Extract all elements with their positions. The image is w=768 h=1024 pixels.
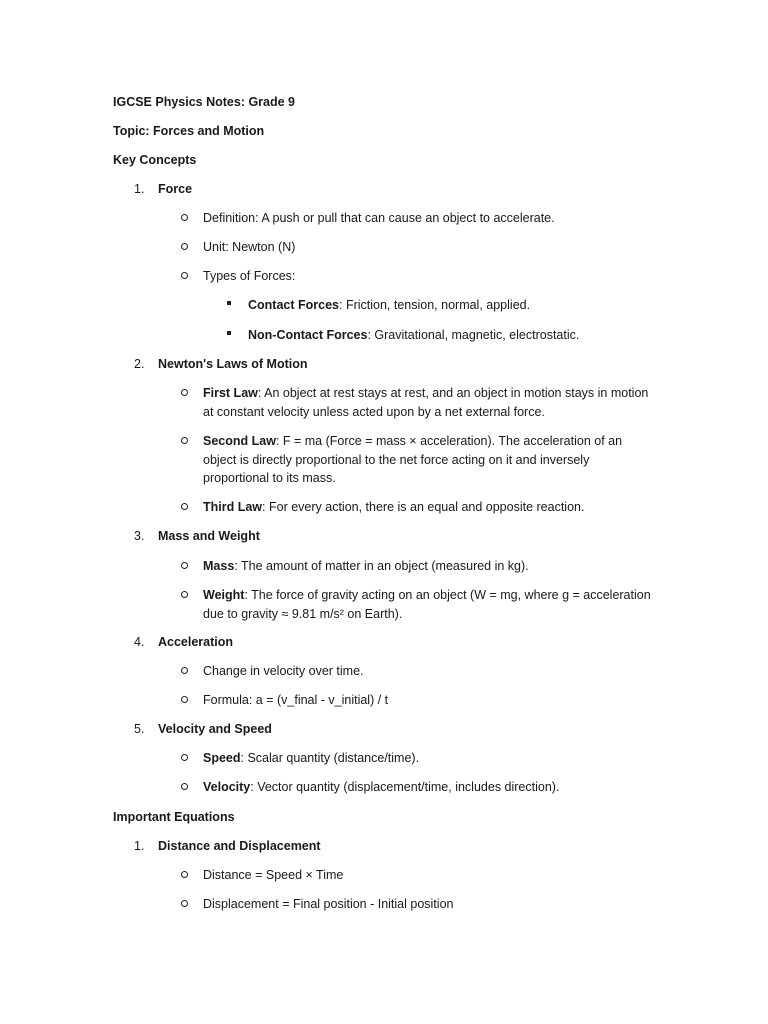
list-number: 5. [134, 722, 145, 736]
list-item [203, 557, 529, 575]
circle-bullet [181, 503, 188, 510]
term: Non-Contact Forces [248, 328, 368, 342]
list-item: Unit: Newton (N) [203, 240, 296, 254]
list-item [203, 586, 658, 623]
circle-bullet [181, 900, 188, 907]
term-description: : An object at rest stays at rest, and an object in motion stays in motion at constant velocity unless acted upon by a net external force. [203, 386, 649, 419]
list-item: Change in velocity over time. [203, 664, 364, 678]
key-concepts-heading: Key Concepts [113, 153, 197, 167]
term: First Law [203, 386, 258, 400]
square-bullet [227, 301, 231, 305]
list-item [203, 778, 559, 796]
circle-bullet [181, 214, 188, 221]
term-description: : The force of gravity acting on an object (W = mg, where g = acceleration due to gravity ≈ 9.81 m/s² on Earth). [203, 588, 651, 621]
list-item [203, 384, 658, 421]
list-number: 2. [134, 357, 145, 371]
list-item [248, 326, 579, 344]
circle-bullet [181, 272, 188, 279]
distance-displacement-heading: Distance and Displacement [158, 839, 321, 853]
list-item: Definition: A push or pull that can cause an object to accelerate. [203, 211, 555, 225]
circle-bullet [181, 871, 188, 878]
term-description: : Gravitational, magnetic, electrostatic. [367, 328, 580, 342]
list-item: Formula: a = (v_final - v_initial) / t [203, 693, 389, 707]
term-description: : For every action, there is an equal and opposite reaction. [262, 500, 585, 514]
term: Mass [203, 559, 235, 573]
mass-weight-heading: Mass and Weight [158, 529, 260, 543]
list-item [203, 432, 658, 488]
circle-bullet [181, 783, 188, 790]
document-title: IGCSE Physics Notes: Grade 9 [113, 95, 296, 109]
term: Second Law [203, 434, 276, 448]
term: Speed [203, 751, 241, 765]
circle-bullet [181, 437, 188, 444]
equations-heading: Important Equations [113, 810, 235, 824]
circle-bullet [181, 243, 188, 250]
list-number: 4. [134, 635, 145, 649]
list-number: 3. [134, 529, 145, 543]
term: Contact Forces [248, 298, 339, 312]
term: Third Law [203, 500, 263, 514]
term: Velocity [203, 780, 251, 794]
term-description: : Friction, tension, normal, applied. [339, 298, 531, 312]
circle-bullet [181, 591, 188, 598]
circle-bullet [181, 667, 188, 674]
topic-line: Topic: Forces and Motion [113, 124, 265, 138]
term-description: : The amount of matter in an object (measured in kg). [234, 559, 529, 573]
force-heading: Force [158, 182, 193, 196]
acceleration-heading: Acceleration [158, 635, 234, 649]
list-item: Displacement = Final position - Initial position [203, 897, 454, 911]
circle-bullet [181, 389, 188, 396]
list-item: Distance = Speed × Time [203, 868, 344, 882]
list-item [203, 749, 419, 767]
list-item [203, 498, 584, 516]
list-item: Types of Forces: [203, 269, 296, 283]
term-description: : F = ma (Force = mass × acceleration). The acceleration of an object is directly proportional to the net force acting on it and inversely proportional to its mass. [203, 434, 623, 485]
circle-bullet [181, 696, 188, 703]
term: Weight [203, 588, 245, 602]
newton-laws-heading: Newton's Laws of Motion [158, 357, 308, 371]
list-number: 1. [134, 182, 145, 196]
velocity-speed-heading: Velocity and Speed [158, 722, 272, 736]
list-number: 1. [134, 839, 145, 853]
square-bullet [227, 331, 231, 335]
list-item [248, 296, 530, 314]
circle-bullet [181, 562, 188, 569]
term-description: : Vector quantity (displacement/time, includes direction). [250, 780, 560, 794]
term-description: : Scalar quantity (distance/time). [240, 751, 420, 765]
circle-bullet [181, 754, 188, 761]
